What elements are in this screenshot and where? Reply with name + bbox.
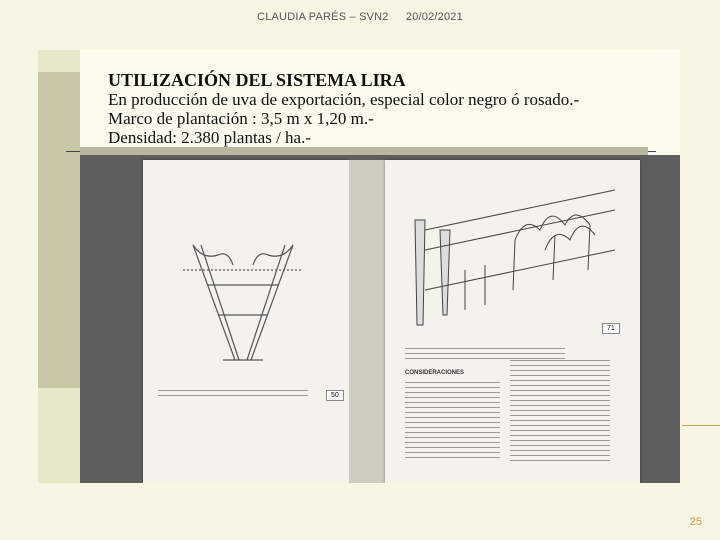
photo-left-strip xyxy=(38,50,80,483)
right-page-number: 71 xyxy=(602,323,620,334)
left-caption-lines xyxy=(158,390,308,396)
book-spine xyxy=(349,160,385,483)
right-caption-lines xyxy=(405,348,565,360)
photo-title-block xyxy=(108,70,668,147)
book-page-right xyxy=(385,160,640,483)
right-body-col-1 xyxy=(405,382,500,462)
left-page-number: 50 xyxy=(326,390,344,401)
right-section-heading: CONSIDERACIONES xyxy=(405,370,465,376)
deco-line xyxy=(682,425,720,426)
slide-line-2: Marco de plantación : 3,5 m x 1,20 m.- xyxy=(108,109,374,128)
header-date: 20/02/2021 xyxy=(405,11,463,23)
slide-header xyxy=(0,11,720,23)
vineyard-diagram-right xyxy=(395,180,625,330)
header-author: CLAUDIA PARÉS – SVN2 xyxy=(257,11,389,23)
slide-page-number: 25 xyxy=(689,516,702,528)
scanned-photo xyxy=(38,50,680,483)
slide-title: UTILIZACIÓN DEL SISTEMA LIRA xyxy=(108,70,406,90)
slide-line-3: Densidad: 2.380 plantas / ha.- xyxy=(108,128,312,147)
lyre-diagram-left xyxy=(173,215,313,375)
book-page-left xyxy=(143,160,349,483)
slide-line-1: En producción de uva de exportación, especial color negro ó rosado.- xyxy=(108,90,580,109)
right-body-col-2 xyxy=(510,360,610,465)
